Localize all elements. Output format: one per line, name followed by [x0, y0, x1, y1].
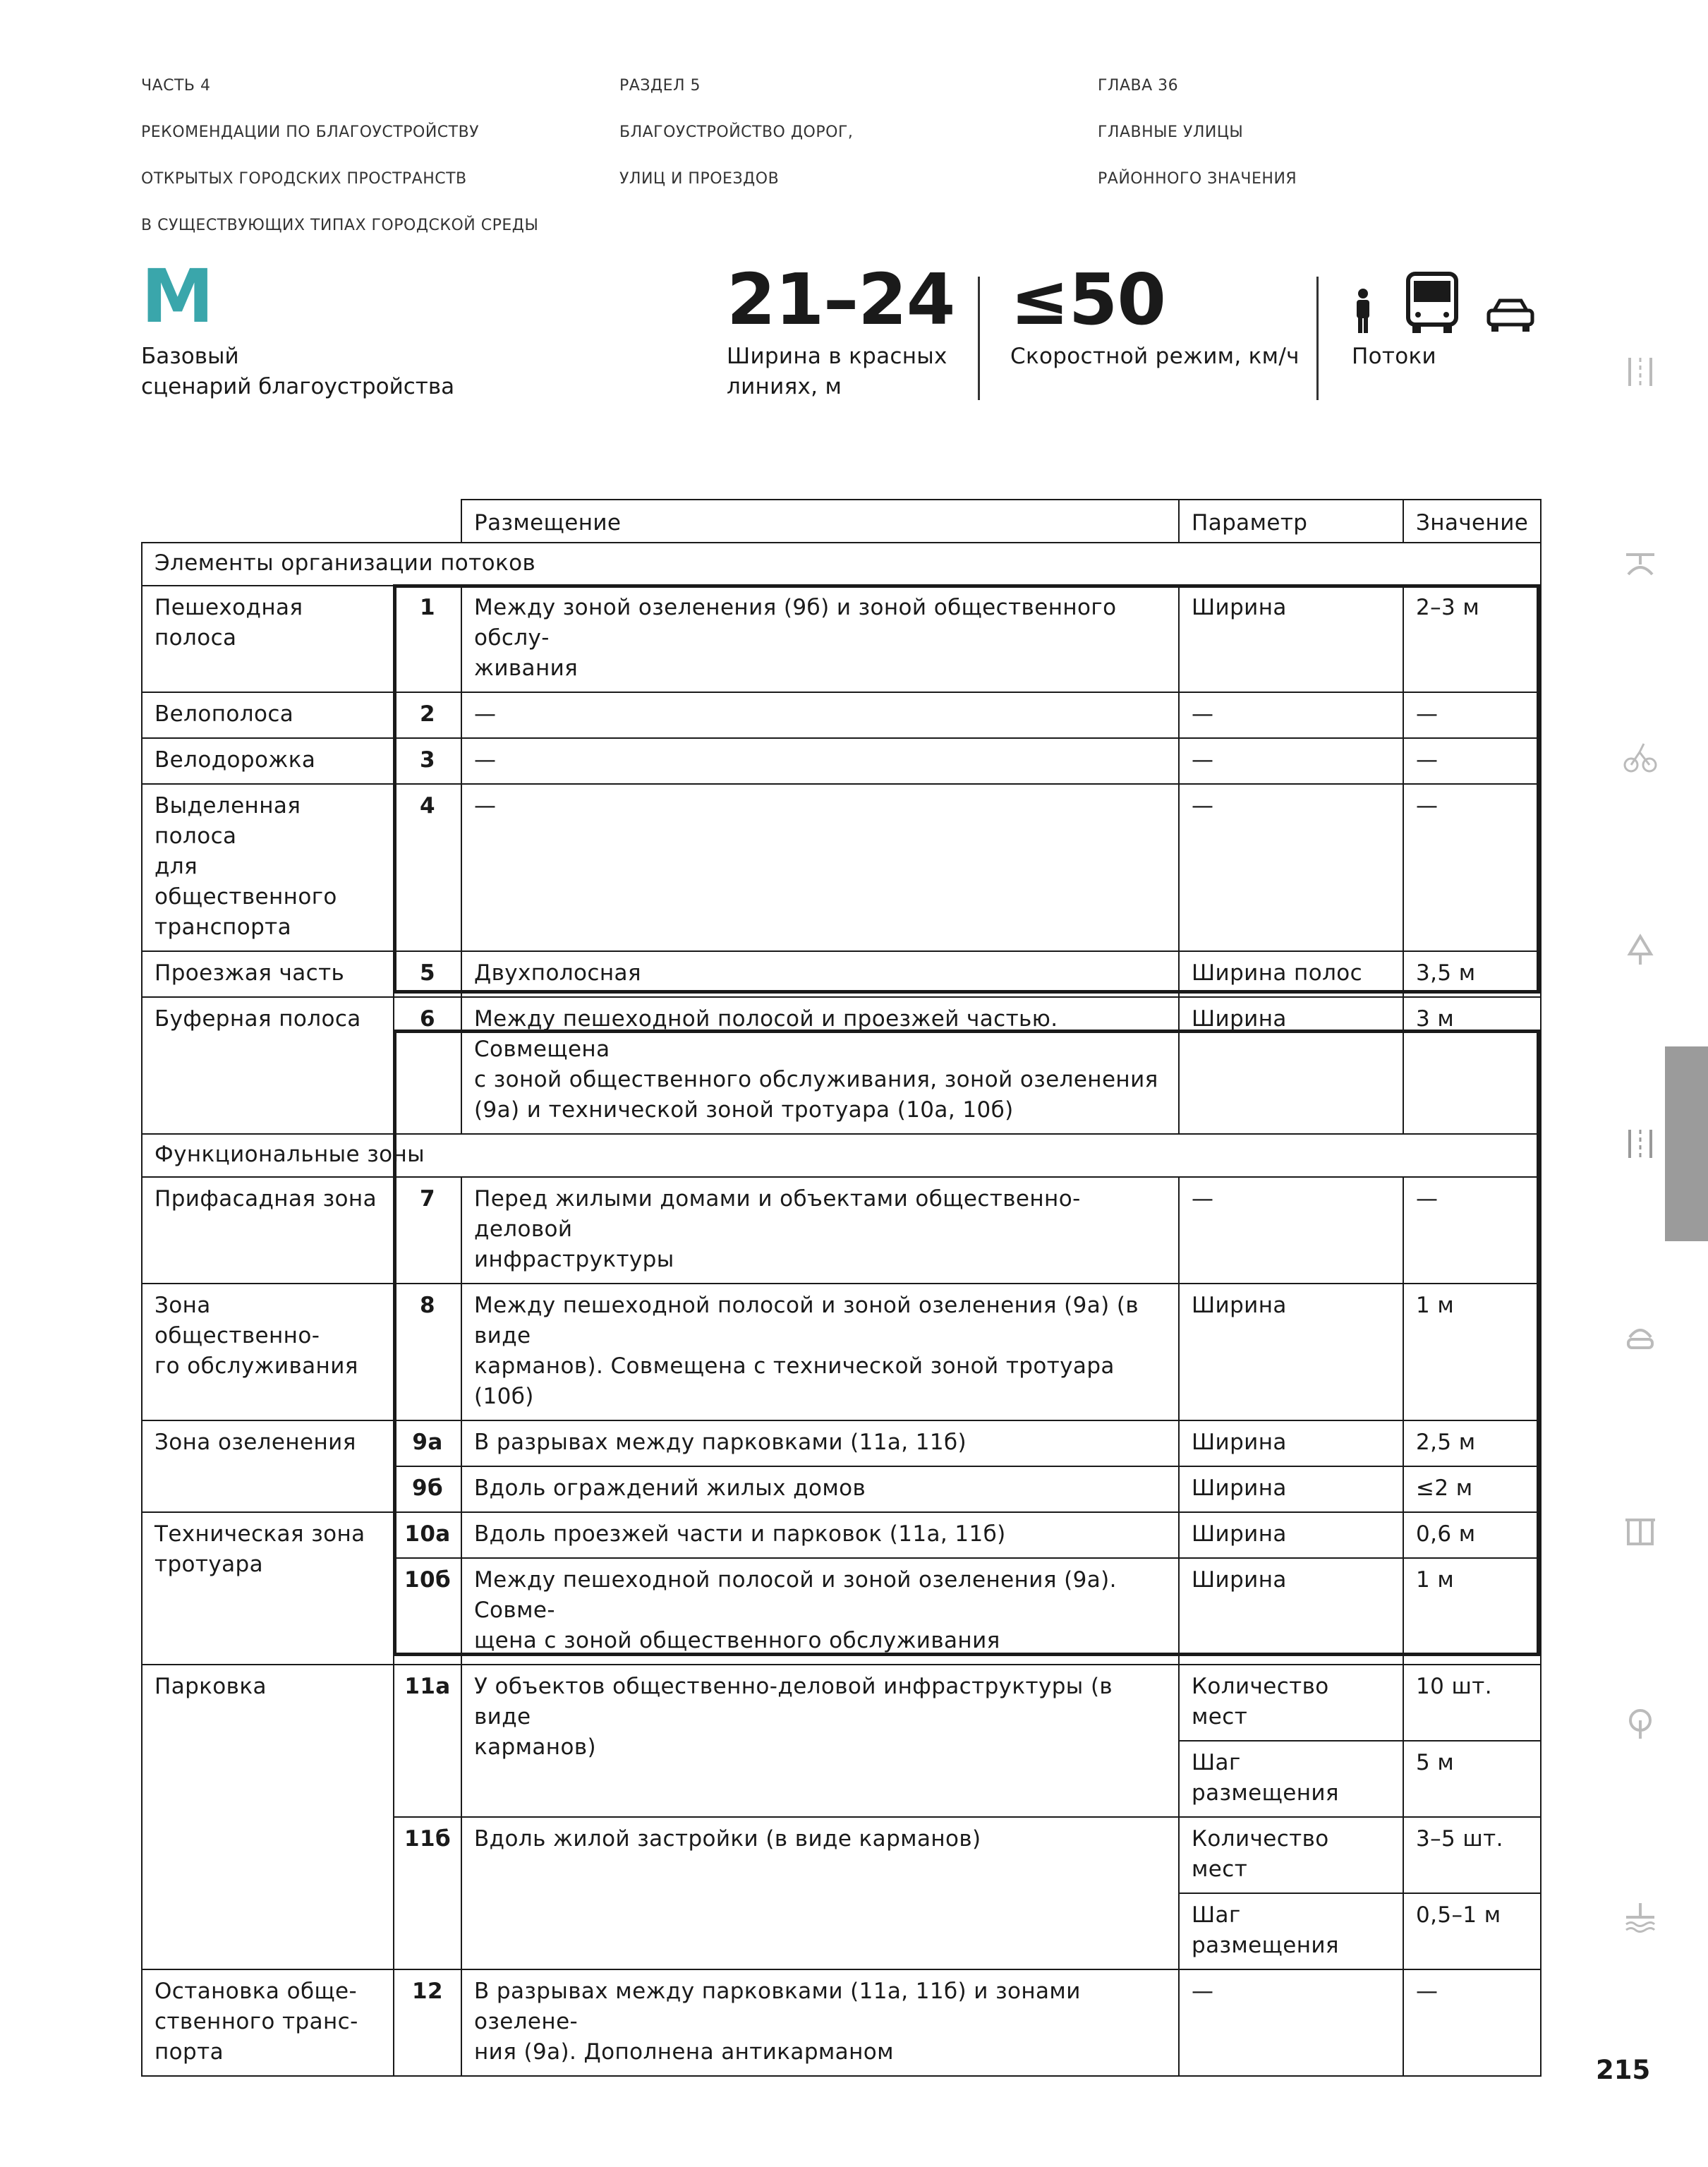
header-part-line: ЧАСТЬ 4	[141, 77, 211, 95]
placement-cell: Вдоль проезжей части и парковок (11а, 11б)	[461, 1512, 1179, 1558]
placement-cell: Вдоль ограждений жилых домов	[461, 1466, 1179, 1512]
element-number: 10а	[394, 1512, 461, 1558]
element-name: Зона общественно- го обслуживания	[142, 1284, 394, 1420]
section-row	[142, 1134, 1541, 1177]
element-number: 7	[394, 1177, 461, 1284]
table-row	[142, 586, 1541, 692]
value-cell: 10 шт.	[1403, 1665, 1541, 1741]
placement-cell: —	[461, 784, 1179, 951]
value-cell: 1 м	[1403, 1558, 1541, 1665]
element-name: Выделенная полоса для общественного транспорта	[142, 784, 394, 951]
element-number: 12	[394, 1969, 461, 2076]
header-chapter-line: ГЛАВНЫЕ УЛИЦЫ	[1098, 123, 1244, 141]
parameter-cell: —	[1179, 1969, 1403, 2076]
table-row	[142, 1284, 1541, 1420]
element-number: 10б	[394, 1558, 461, 1665]
placement-cell: В разрывах между парковками (11а, 11б) и зонами озелене- ния (9а). Дополнена антикарманом	[461, 1969, 1179, 2076]
bridge-icon	[1623, 546, 1658, 581]
placement-cell: У объектов общественно-деловой инфраструктуры (в виде карманов)	[461, 1665, 1179, 1817]
parameter-cell: Шаг размещения	[1179, 1893, 1403, 1969]
placement-cell: Вдоль жилой застройки (в виде карманов)	[461, 1817, 1179, 1969]
table-row	[142, 692, 1541, 738]
section-tab-marker	[1665, 1046, 1708, 1241]
value-cell: 1 м	[1403, 1284, 1541, 1420]
element-name: Техническая зона тротуара	[142, 1512, 394, 1665]
section-row	[142, 543, 1541, 586]
speed-value: ≤50	[1010, 258, 1165, 341]
parameter-cell: Ширина	[1179, 1466, 1403, 1512]
element-number: 4	[394, 784, 461, 951]
width-label: Ширина в красных линиях, м	[727, 344, 947, 399]
parameter-cell: Ширина	[1179, 1512, 1403, 1558]
scenario-label: Базовый сценарий благоустройства	[141, 344, 455, 399]
page-number: 215	[1596, 2055, 1651, 2085]
scenario-letter: М	[141, 253, 214, 339]
element-number: 1	[394, 586, 461, 692]
value-cell: —	[1403, 738, 1541, 784]
parameter-cell: Ширина полос	[1179, 951, 1403, 997]
placement-cell: Между зоной озеленения (9б) и зоной общественного обслу- живания	[461, 586, 1179, 692]
value-cell: 3 м	[1403, 997, 1541, 1134]
value-cell: —	[1403, 1177, 1541, 1284]
header-part-line: ОТКРЫТЫХ ГОРОДСКИХ ПРОСТРАНСТВ	[141, 170, 467, 188]
element-name: Зона озеленения	[142, 1420, 394, 1512]
header-section	[619, 51, 853, 214]
street-profile-icon	[1623, 1126, 1658, 1161]
placement-cell: Между пешеходной полосой и зоной озеленения (9а). Совме- щена с зоной общественного обслуживания	[461, 1558, 1179, 1665]
element-number: 2	[394, 692, 461, 738]
header-part-line: РЕКОМЕНДАЦИИ ПО БЛАГОУСТРОЙСТВУ	[141, 123, 480, 141]
value-cell: 5 м	[1403, 1741, 1541, 1817]
table-row	[142, 1665, 1541, 1741]
parameter-cell: —	[1179, 1177, 1403, 1284]
parameter-cell: Шаг размещения	[1179, 1741, 1403, 1817]
table-row	[142, 738, 1541, 784]
placement-cell: Перед жилыми домами и объектами общественно-деловой инфраструктуры	[461, 1177, 1179, 1284]
value-cell: 2,5 м	[1403, 1420, 1541, 1466]
placement-cell: Между пешеходной полосой и проезжей частью. Совмещена с зоной общественного обслуживания, зоной озеленения (9а) и технической зоной тротуара (10а, 10б)	[461, 997, 1179, 1134]
cycling-icon	[1623, 740, 1658, 775]
placement-cell: Двухполосная	[461, 951, 1179, 997]
parameter-cell: Ширина	[1179, 997, 1403, 1134]
element-number: 9б	[394, 1466, 461, 1512]
parameter-cell: Ширина	[1179, 1420, 1403, 1466]
header-section-line: РАЗДЕЛ 5	[619, 77, 701, 95]
header-chapter-line: РАЙОННОГО ЗНАЧЕНИЯ	[1098, 170, 1297, 188]
width-value: 21–24	[727, 258, 955, 341]
header-part	[141, 51, 538, 260]
section-title: Элементы организации потоков	[142, 543, 1541, 586]
waterfront-icon	[1623, 1900, 1658, 1935]
element-name: Проезжая часть	[142, 951, 394, 997]
header-chapter	[1098, 51, 1297, 214]
table-row	[142, 951, 1541, 997]
table-row	[142, 1969, 1541, 2076]
header-section-line: УЛИЦ И ПРОЕЗДОВ	[619, 170, 780, 188]
header-parameter: Параметр	[1179, 500, 1403, 543]
parameters-table	[141, 499, 1542, 2077]
header-chapter-line: ГЛАВА 36	[1098, 77, 1179, 95]
fountain-icon	[1623, 1320, 1658, 1355]
placement-cell: —	[461, 738, 1179, 784]
value-cell: ≤2 м	[1403, 1466, 1541, 1512]
tree-round-icon	[1623, 1706, 1658, 1742]
element-name: Прифасадная зона	[142, 1177, 394, 1284]
table-row	[142, 997, 1541, 1134]
header-section-line: БЛАГОУСТРОЙСТВО ДОРОГ,	[619, 123, 854, 141]
parameter-cell: —	[1179, 738, 1403, 784]
element-number: 11а	[394, 1665, 461, 1817]
element-name: Парковка	[142, 1665, 394, 1969]
value-cell: 0,6 м	[1403, 1512, 1541, 1558]
value-cell: 3–5 шт.	[1403, 1817, 1541, 1893]
element-number: 5	[394, 951, 461, 997]
divider	[1316, 277, 1319, 400]
placement-cell: —	[461, 692, 1179, 738]
header-part-line: В СУЩЕСТВУЮЩИХ ТИПАХ ГОРОДСКОЙ СРЕДЫ	[141, 217, 539, 234]
element-name: Остановка обще- ственного транс- порта	[142, 1969, 394, 2076]
section-title: Функциональные зоны	[142, 1134, 1541, 1177]
element-name: Велополоса	[142, 692, 394, 738]
header-value: Значение	[1403, 500, 1541, 543]
parameter-cell: —	[1179, 692, 1403, 738]
parameter-cell: Ширина	[1179, 586, 1403, 692]
parameter-cell: Количество мест	[1179, 1665, 1403, 1741]
table-row	[142, 1177, 1541, 1284]
value-cell: —	[1403, 1969, 1541, 2076]
pedestrian-icon	[1352, 288, 1374, 334]
placement-cell: Между пешеходной полосой и зоной озеленения (9а) (в виде карманов). Совмещена с технической зоной тротуара (10б)	[461, 1284, 1179, 1420]
element-number: 6	[394, 997, 461, 1134]
building-icon	[1623, 1513, 1658, 1548]
value-cell: 2–3 м	[1403, 586, 1541, 692]
speed-label: Скоростной режим, км/ч	[1010, 344, 1300, 369]
placement-cell: В разрывах между парковками (11а, 11б)	[461, 1420, 1179, 1466]
bus-icon	[1404, 271, 1460, 334]
element-number: 9а	[394, 1420, 461, 1466]
car-icon	[1486, 296, 1535, 333]
element-name: Пешеходная полоса	[142, 586, 394, 692]
value-cell: —	[1403, 692, 1541, 738]
element-number: 3	[394, 738, 461, 784]
parameter-cell: Количество мест	[1179, 1817, 1403, 1893]
flows-label: Потоки	[1352, 344, 1436, 369]
table-row	[142, 1512, 1541, 1558]
header-placement: Размещение	[461, 500, 1179, 543]
divider	[978, 277, 980, 400]
empty-cell	[142, 500, 461, 543]
value-cell: 3,5 м	[1403, 951, 1541, 997]
street-profile-icon	[1623, 354, 1658, 390]
tree-icon	[1623, 933, 1658, 968]
value-cell: 0,5–1 м	[1403, 1893, 1541, 1969]
parameter-cell: Ширина	[1179, 1558, 1403, 1665]
table-header-row	[142, 500, 1541, 543]
parameter-cell: —	[1179, 784, 1403, 951]
table-row	[142, 1420, 1541, 1466]
element-number: 8	[394, 1284, 461, 1420]
value-cell: —	[1403, 784, 1541, 951]
element-name: Буферная полоса	[142, 997, 394, 1134]
parameter-cell: Ширина	[1179, 1284, 1403, 1420]
element-name: Велодорожка	[142, 738, 394, 784]
table-row	[142, 784, 1541, 951]
element-number: 11б	[394, 1817, 461, 1969]
